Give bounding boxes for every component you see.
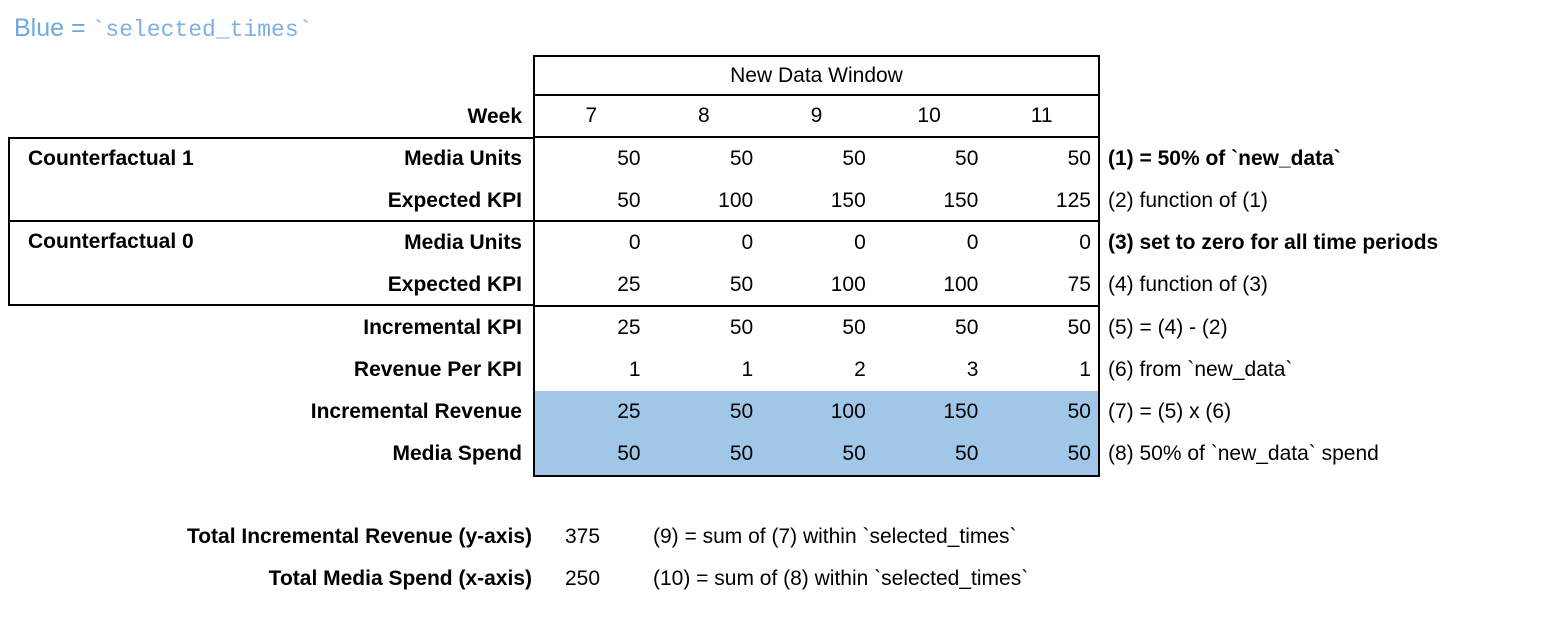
legend-title [14, 14, 312, 43]
week-number: 10 [917, 104, 941, 127]
table-cell: 50 [729, 441, 754, 465]
week-number: 8 [698, 104, 710, 127]
row-label: Expected KPI [387, 189, 522, 213]
group-label-counterfactual-0: Counterfactual 0 [28, 230, 194, 253]
row-annotation: (5) = (4) - (2) [1108, 315, 1228, 339]
table-cell: 50 [1067, 441, 1091, 465]
summary-label: Total Media Spend (x-axis) [268, 567, 532, 590]
row-annotation: (2) function of (1) [1108, 189, 1268, 213]
table-cell: 50 [729, 399, 754, 423]
table-cell: 1 [741, 357, 754, 381]
row-label: Incremental KPI [363, 315, 522, 339]
week-number: 7 [585, 104, 598, 127]
summary-value: 375 [565, 525, 601, 548]
table-cell: 25 [617, 273, 641, 297]
legend-title-code: `selected_times` [91, 17, 313, 43]
table-cell: 150 [943, 189, 979, 213]
table-cell: 50 [955, 147, 979, 170]
table-row [535, 433, 1098, 475]
week-number: 9 [810, 104, 823, 127]
table-row [535, 264, 1098, 306]
row-annotation: (1) = 50% of `new_data` [1108, 147, 1341, 170]
table-cell: 125 [1055, 189, 1091, 213]
row-annotation: (8) 50% of `new_data` spend [1108, 441, 1379, 465]
table-cell: 100 [830, 273, 866, 297]
table-cell: 50 [729, 147, 754, 170]
table-cell: 25 [617, 399, 641, 423]
window-header: New Data Window [533, 55, 1100, 96]
row-label: Media Spend [392, 441, 522, 465]
annotations [1108, 138, 1438, 475]
row-annotation: (6) from `new_data` [1108, 357, 1293, 381]
table-cell: 50 [617, 147, 641, 170]
table-row [535, 222, 1098, 264]
row-label: Revenue Per KPI [353, 357, 522, 381]
table-cell: 0 [1079, 231, 1091, 255]
row-annotation: (7) = (5) x (6) [1108, 399, 1232, 423]
summary-label: Total Incremental Revenue (y-axis) [186, 525, 532, 548]
row-label: Incremental Revenue [310, 399, 522, 423]
table-cell: 50 [842, 441, 866, 465]
table-cell: 100 [943, 273, 979, 297]
summary-annotation: (10) = sum of (8) within `selected_times` [653, 567, 1029, 590]
table-cell: 75 [1067, 273, 1091, 297]
table-cell: 0 [966, 231, 979, 255]
table-cell: 100 [830, 399, 866, 423]
table-cell: 150 [943, 399, 979, 423]
table-cell: 50 [729, 273, 754, 297]
table-cell: 25 [617, 315, 641, 339]
table-cell: 0 [854, 231, 866, 255]
table-cell: 150 [830, 189, 866, 213]
table-cell: 2 [854, 357, 866, 381]
group-label-counterfactual-1: Counterfactual 1 [28, 147, 194, 170]
table-cell: 50 [1067, 147, 1091, 170]
table-cell: 50 [955, 441, 979, 465]
legend-title-prefix: Blue = [14, 14, 86, 42]
table-cell: 0 [741, 231, 754, 255]
row-annotation: (4) function of (3) [1108, 273, 1268, 297]
table-cell: 50 [1067, 315, 1091, 339]
table-cell: 100 [718, 189, 754, 213]
table-cell: 50 [617, 189, 641, 213]
row-annotation: (3) set to zero for all time periods [1108, 231, 1439, 255]
week-row [533, 96, 1100, 138]
week-number: 11 [1030, 104, 1053, 127]
table-row [535, 307, 1098, 349]
table-cell: 50 [729, 315, 754, 339]
row-label: Media Units [404, 231, 522, 255]
table-cell: 50 [955, 315, 979, 339]
summary-row-media-spend [0, 558, 1544, 600]
week-row-label: Week [467, 105, 522, 128]
table-cell: 50 [617, 441, 641, 465]
table-row [535, 180, 1098, 222]
row-label: Expected KPI [387, 273, 522, 297]
table-cell: 1 [1079, 357, 1091, 381]
table-row [535, 349, 1098, 391]
summary-value: 250 [565, 567, 601, 590]
summary-row-incremental-revenue [0, 516, 1544, 558]
table-cell: 50 [842, 147, 866, 170]
table-cell: 3 [966, 357, 979, 381]
summary-annotation: (9) = sum of (7) within `selected_times` [653, 525, 1017, 548]
table-cell: 0 [628, 231, 641, 255]
row-labels [0, 138, 531, 475]
data-rows [533, 138, 1100, 477]
table-cell: 50 [842, 315, 866, 339]
table-row [535, 138, 1098, 180]
table-cell: 50 [1067, 399, 1091, 423]
row-label: Media Units [404, 147, 522, 170]
data-table [533, 55, 1100, 477]
table-row [535, 391, 1098, 433]
table-cell: 1 [628, 357, 641, 381]
